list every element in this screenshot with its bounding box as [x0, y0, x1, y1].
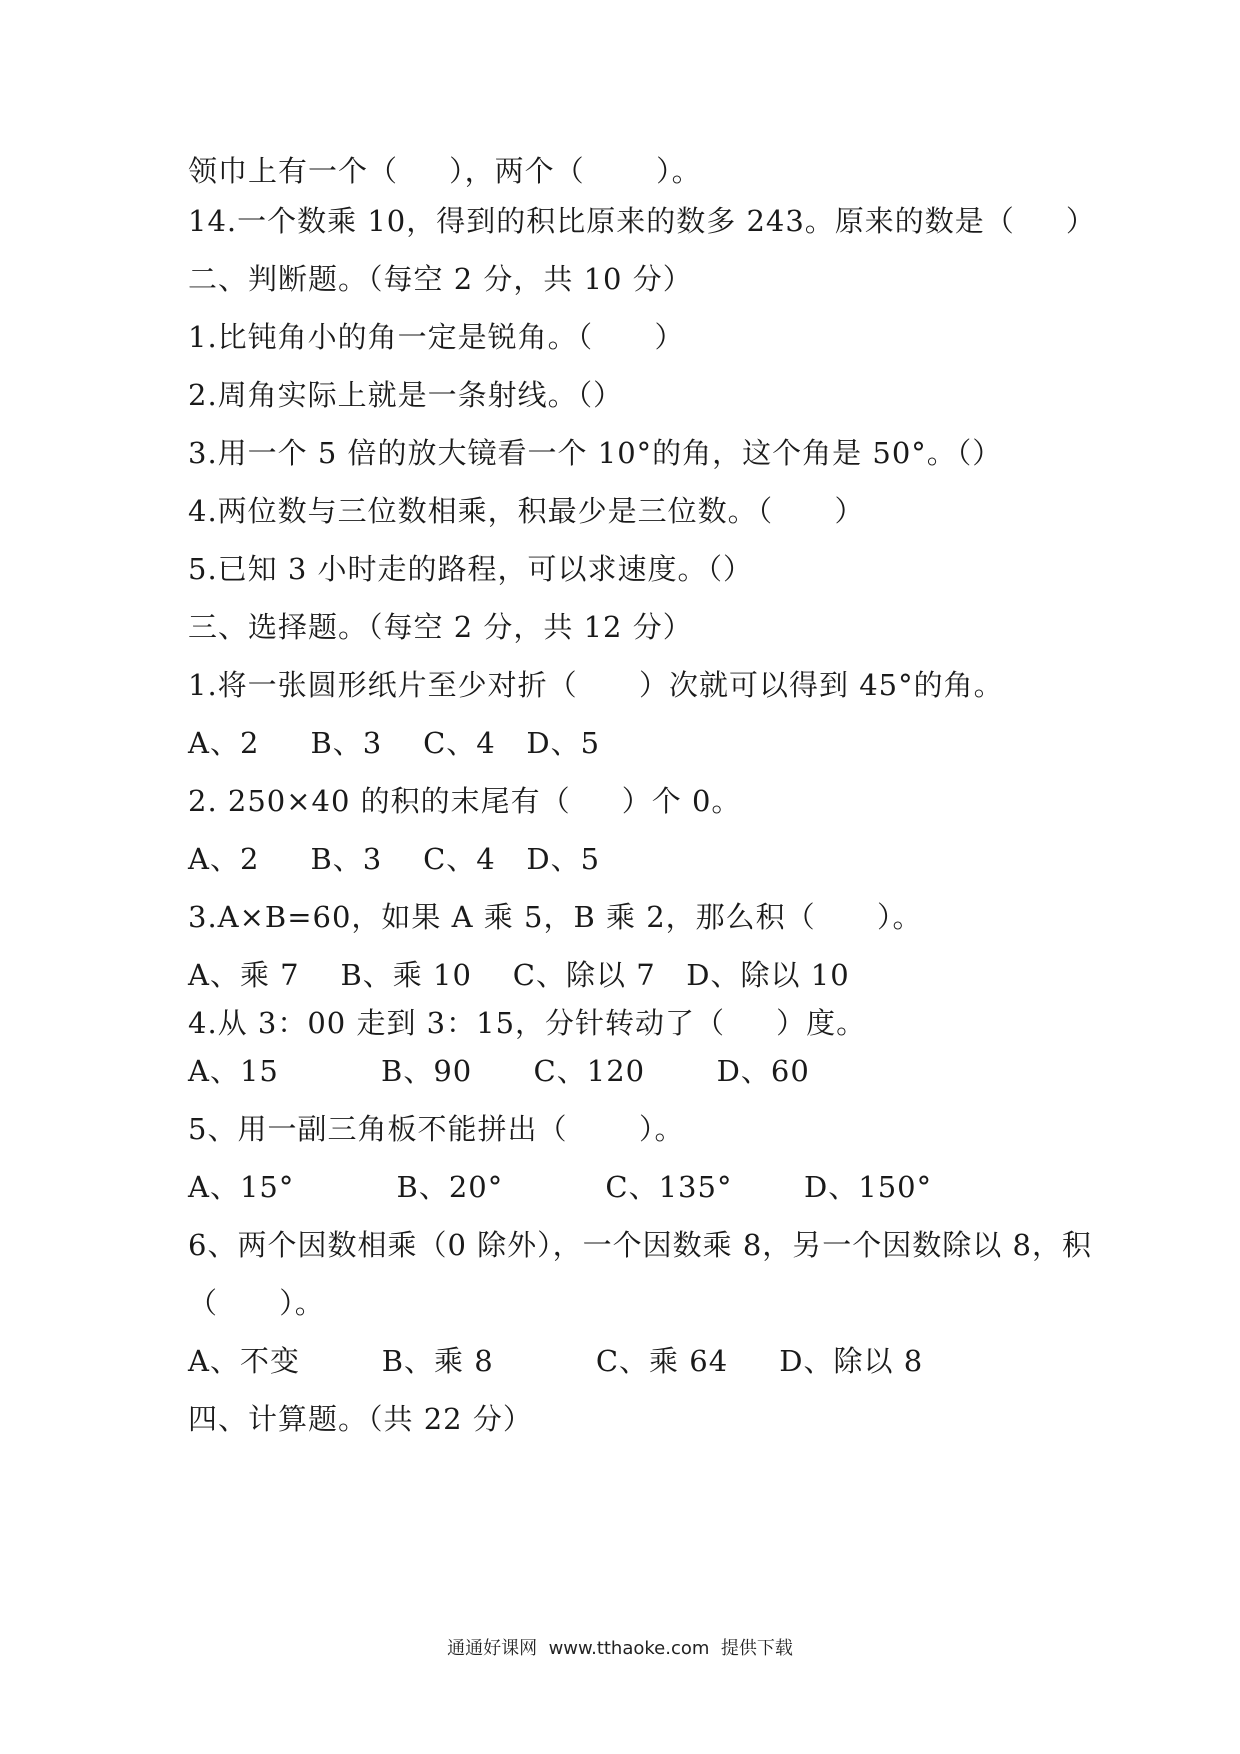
judge-4: 4.两位数与三位数相乘，积最少是三位数。（ ）	[188, 494, 865, 528]
choice-3: 3.A×B=60，如果 A 乘 5，B 乘 2，那么积（ ）。	[188, 900, 923, 934]
choice-5-options: A、15° B、20° C、135° D、150°	[188, 1170, 933, 1204]
footer-credit: 通通好课网 www.tthaoke.com 提供下载	[447, 1638, 793, 1659]
section-3-heading: 三、选择题。（每空 2 分，共 12 分）	[188, 610, 693, 644]
choice-4: 4.从 3：00 走到 3：15，分针转动了（ ）度。	[188, 1006, 867, 1040]
question-14: 14.一个数乘 10，得到的积比原来的数多 243。原来的数是（ ）	[188, 204, 1096, 238]
choice-2: 2. 250×40 的积的末尾有（ ）个 0。	[188, 784, 742, 818]
section-4-heading: 四、计算题。（共 22 分）	[188, 1402, 533, 1436]
choice-4-options: A、15 B、90 C、120 D、60	[188, 1054, 810, 1088]
judge-1: 1.比钝角小的角一定是锐角。（ ）	[188, 320, 685, 354]
choice-5: 5、用一副三角板不能拼出（ ）。	[188, 1112, 685, 1146]
choice-3-options: A、乘 7 B、乘 10 C、除以 7 D、除以 10	[188, 958, 850, 992]
judge-5: 5.已知 3 小时走的路程，可以求速度。（）	[188, 552, 754, 586]
choice-6-continued: （ ）。	[188, 1286, 325, 1320]
choice-1: 1.将一张圆形纸片至少对折（ ）次就可以得到 45°的角。	[188, 668, 1004, 702]
line-0: 领巾上有一个（ ），两个（ ）。	[188, 154, 702, 188]
section-2-heading: 二、判断题。（每空 2 分，共 10 分）	[188, 262, 693, 296]
judge-3: 3.用一个 5 倍的放大镜看一个 10°的角，这个角是 50°。（）	[188, 436, 1003, 470]
choice-2-options: A、2 B、3 C、4 D、5	[188, 842, 601, 876]
judge-2: 2.周角实际上就是一条射线。（）	[188, 378, 624, 412]
choice-1-options: A、2 B、3 C、4 D、5	[188, 726, 601, 760]
choice-6: 6、两个因数相乘（0 除外），一个因数乘 8，另一个因数除以 8，积	[188, 1228, 1092, 1262]
choice-6-options: A、不变 B、乘 8 C、乘 64 D、除以 8	[188, 1344, 924, 1378]
